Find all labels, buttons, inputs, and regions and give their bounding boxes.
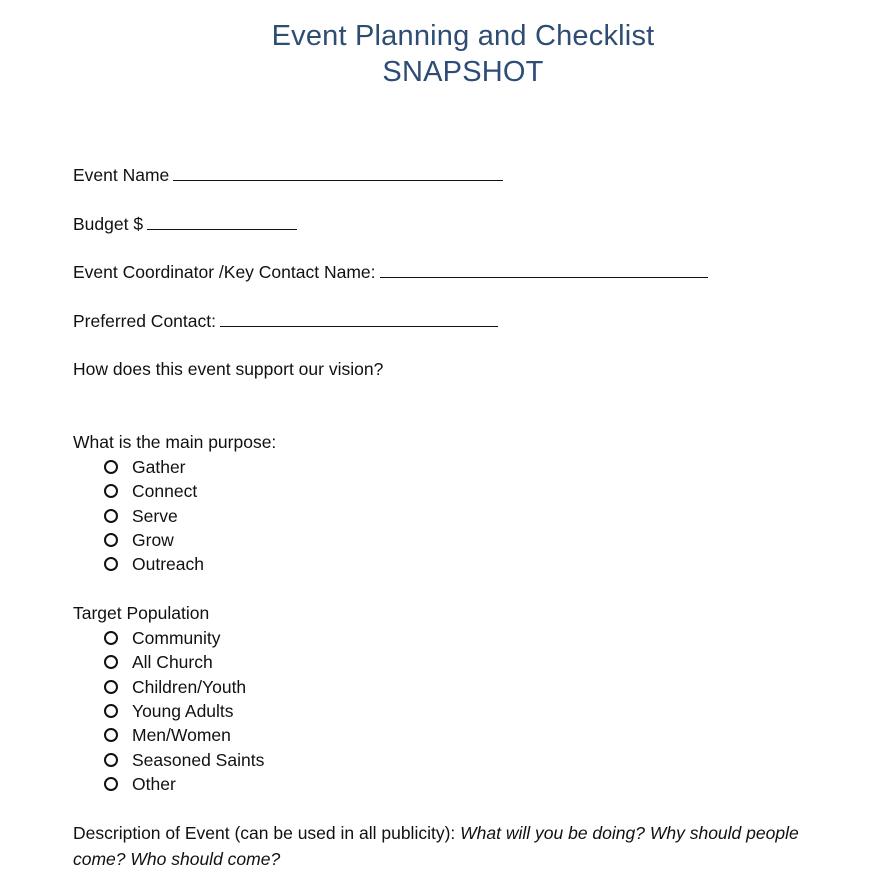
description-prompt: What will you be doing? Why should people come? Who should come? xyxy=(73,823,799,869)
budget-field[interactable] xyxy=(147,212,297,230)
event-name-label: Event Name xyxy=(73,165,170,185)
budget-row xyxy=(73,212,297,235)
purpose-label: What is the main purpose: xyxy=(73,432,277,452)
document-subtitle: SNAPSHOT xyxy=(382,56,544,88)
event-name-field[interactable] xyxy=(173,163,503,181)
option-label: Children/Youth xyxy=(132,677,247,697)
radio-circle-icon[interactable] xyxy=(104,728,118,742)
coordinator-row xyxy=(73,260,708,283)
target-option-community[interactable] xyxy=(104,627,221,649)
option-label: Seasoned Saints xyxy=(132,750,265,770)
radio-circle-icon[interactable] xyxy=(104,655,118,669)
purpose-option-gather[interactable] xyxy=(104,456,186,478)
target-option-children-youth[interactable] xyxy=(104,676,246,698)
radio-circle-icon[interactable] xyxy=(104,753,118,767)
radio-circle-icon[interactable] xyxy=(104,704,118,718)
purpose-option-connect[interactable] xyxy=(104,480,197,502)
document-title: Event Planning and Checklist xyxy=(271,20,655,52)
radio-circle-icon[interactable] xyxy=(104,557,118,571)
purpose-option-serve[interactable] xyxy=(104,505,178,527)
radio-circle-icon[interactable] xyxy=(104,631,118,645)
description-label: Description of Event (can be used in all publicity): xyxy=(73,823,456,843)
target-option-other[interactable] xyxy=(104,773,176,795)
preferred-contact-label: Preferred Contact: xyxy=(73,311,216,331)
event-description xyxy=(73,820,813,872)
option-label: All Church xyxy=(132,652,213,672)
purpose-option-outreach[interactable] xyxy=(104,553,204,575)
coordinator-field[interactable] xyxy=(380,260,708,278)
option-label: Outreach xyxy=(132,554,204,574)
preferred-contact-row xyxy=(73,309,498,332)
target-option-seasoned-saints[interactable] xyxy=(104,749,264,771)
budget-label: Budget $ xyxy=(73,214,144,234)
radio-circle-icon[interactable] xyxy=(104,533,118,547)
option-label: Connect xyxy=(132,481,198,501)
vision-question: How does this event support our vision? xyxy=(73,359,384,379)
coordinator-label: Event Coordinator /Key Contact Name: xyxy=(73,262,376,282)
target-option-young-adults[interactable] xyxy=(104,700,234,722)
option-label: Young Adults xyxy=(132,701,234,721)
option-label: Gather xyxy=(132,457,186,477)
target-population-label: Target Population xyxy=(73,603,210,623)
radio-circle-icon[interactable] xyxy=(104,509,118,523)
option-label: Men/Women xyxy=(132,725,231,745)
option-label: Grow xyxy=(132,530,174,550)
target-option-men-women[interactable] xyxy=(104,724,231,746)
purpose-option-grow[interactable] xyxy=(104,529,174,551)
radio-circle-icon[interactable] xyxy=(104,777,118,791)
target-option-all-church[interactable] xyxy=(104,651,213,673)
radio-circle-icon[interactable] xyxy=(104,484,118,498)
option-label: Serve xyxy=(132,506,178,526)
event-name-row xyxy=(73,163,503,186)
radio-circle-icon[interactable] xyxy=(104,460,118,474)
radio-circle-icon[interactable] xyxy=(104,680,118,694)
option-label: Community xyxy=(132,628,221,648)
option-label: Other xyxy=(132,774,176,794)
preferred-contact-field[interactable] xyxy=(220,309,498,327)
